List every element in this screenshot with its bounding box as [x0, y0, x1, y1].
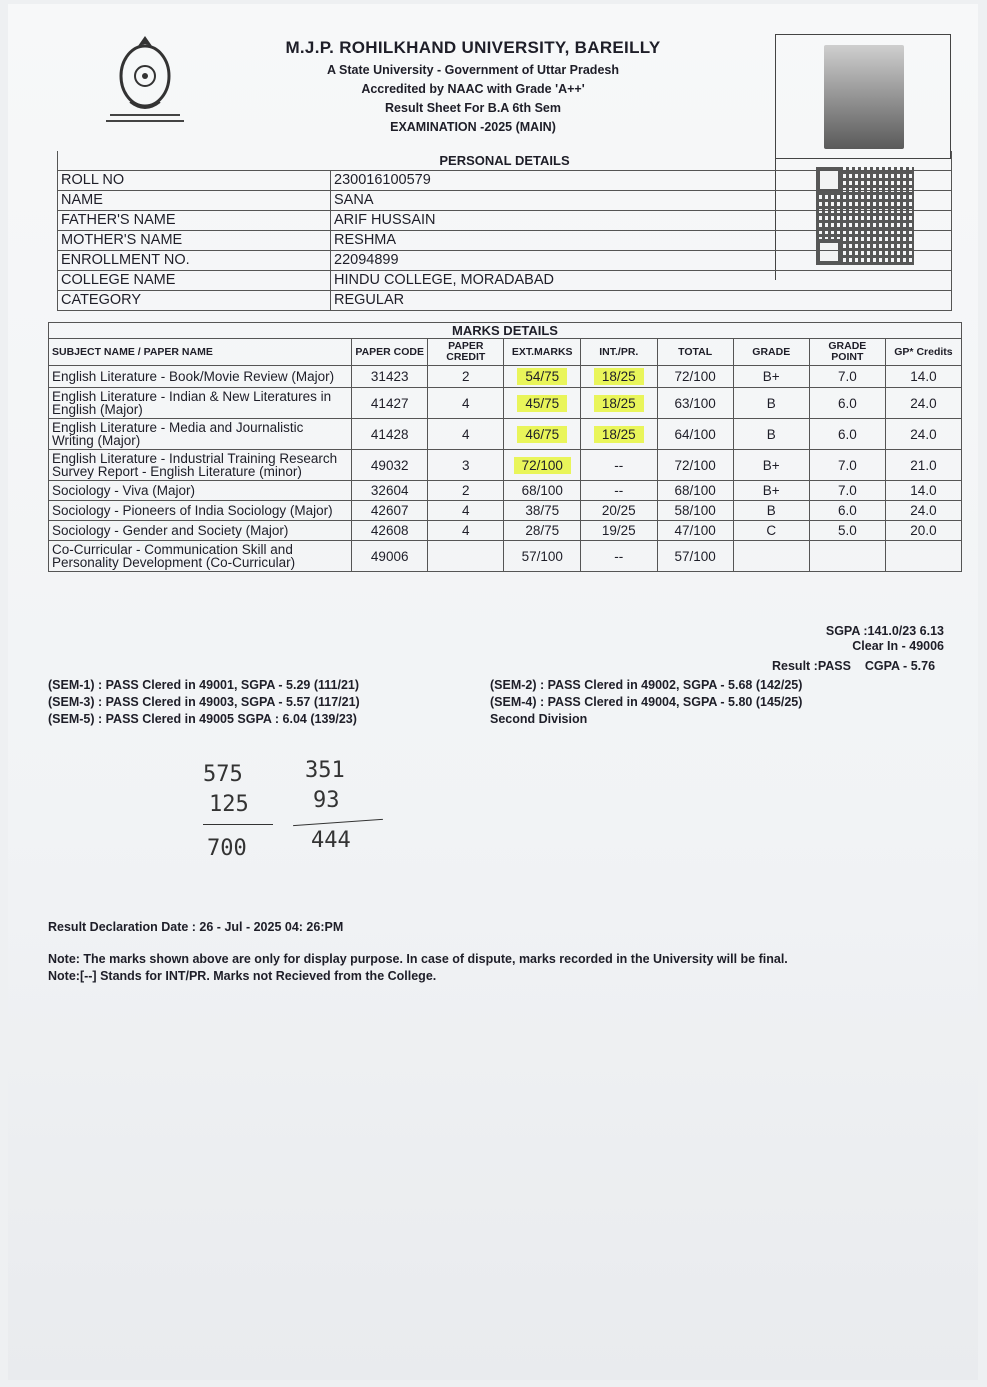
paper-code-cell: 42607 — [352, 501, 428, 521]
gp-credits-cell: 14.0 — [885, 481, 961, 501]
ext-marks-cell: 38/75 — [504, 501, 581, 521]
gp-credits-cell: 24.0 — [885, 388, 961, 419]
hand-num: 575 — [203, 762, 243, 787]
paper-credit-cell: 4 — [428, 419, 504, 450]
result-line — [772, 659, 935, 673]
hand-underline — [203, 824, 273, 825]
int-pr-cell — [581, 419, 657, 450]
label-category: CATEGORY — [58, 291, 331, 311]
clear-in: Clear In - 49006 — [852, 639, 944, 653]
ext-marks-cell: 28/75 — [504, 521, 581, 541]
header-paper-code: PAPER CODE — [352, 339, 428, 366]
grade-cell — [733, 541, 809, 572]
personal-details-table — [57, 151, 952, 311]
marks-row — [49, 541, 962, 572]
paper-credit-cell: 2 — [428, 366, 504, 388]
grade-cell: C — [733, 521, 809, 541]
paper-code-cell: 41427 — [352, 388, 428, 419]
label-roll-no: ROLL NO — [58, 171, 331, 191]
marks-row — [49, 366, 962, 388]
paper-credit-cell: 4 — [428, 388, 504, 419]
grade-point-cell: 6.0 — [809, 388, 885, 419]
marks-row — [49, 481, 962, 501]
grade-cell: B+ — [733, 366, 809, 388]
header-subject: SUBJECT NAME / PAPER NAME — [49, 339, 352, 366]
paper-code-cell: 42608 — [352, 521, 428, 541]
grade-point-cell: 7.0 — [809, 450, 885, 481]
division: Second Division — [490, 712, 588, 726]
subject-cell: Sociology - Viva (Major) — [49, 481, 352, 501]
int-pr-cell — [581, 388, 657, 419]
marks-row — [49, 521, 962, 541]
personal-row — [58, 191, 952, 211]
marks-body — [49, 366, 962, 572]
ext-marks-cell — [504, 366, 581, 388]
header-ext-marks: EXT.MARKS — [504, 339, 581, 366]
label-enrollment-no: ENROLLMENT NO. — [58, 251, 331, 271]
subject-cell: English Literature - Indian & New Literatures in English (Major) — [49, 388, 352, 419]
header-total: TOTAL — [657, 339, 733, 366]
subject-cell: English Literature - Book/Movie Review (Major) — [49, 366, 352, 388]
university-subtitle: A State University - Government of Uttar Pradesh — [327, 63, 619, 77]
ext-marks-cell: 68/100 — [504, 481, 581, 501]
sem-3-result: (SEM-3) : PASS Clered in 49003, SGPA - 5.57 (117/21) — [48, 695, 360, 709]
highlighted-mark: 45/75 — [517, 395, 567, 412]
personal-row — [58, 291, 952, 311]
personal-row — [58, 271, 952, 291]
grade-cell: B — [733, 501, 809, 521]
highlighted-mark: 72/100 — [514, 457, 571, 474]
gp-credits-cell: 20.0 — [885, 521, 961, 541]
total-cell: 58/100 — [657, 501, 733, 521]
semester-results-right — [490, 677, 802, 728]
int-pr-cell: -- — [581, 541, 657, 572]
grade-point-cell: 5.0 — [809, 521, 885, 541]
highlighted-mark: 18/25 — [594, 395, 644, 412]
grade-point-cell: 7.0 — [809, 481, 885, 501]
university-name: M.J.P. ROHILKHAND UNIVERSITY, BAREILLY — [285, 38, 661, 57]
marks-details-table — [48, 322, 962, 572]
gp-credits-cell: 21.0 — [885, 450, 961, 481]
note-display-purpose: Note: The marks shown above are only for display purpose. In case of dispute, marks recorded in the University will be final. — [48, 952, 788, 966]
header-grade: GRADE — [733, 339, 809, 366]
hand-underline — [293, 819, 383, 826]
subject-cell: English Literature - Media and Journalistic Writing (Major) — [49, 419, 352, 450]
highlighted-mark: 18/25 — [594, 368, 644, 385]
personal-row — [58, 171, 952, 191]
handwritten-calculation — [203, 756, 393, 866]
total-cell: 64/100 — [657, 419, 733, 450]
result-declaration-date: Result Declaration Date : 26 - Jul - 2025 04: 26:PM — [48, 920, 344, 934]
value-college-name: HINDU COLLEGE, MORADABAD — [331, 271, 952, 291]
semester-results-left — [48, 677, 360, 728]
int-pr-cell: -- — [581, 450, 657, 481]
gp-credits-cell: 14.0 — [885, 366, 961, 388]
value-category: REGULAR — [331, 291, 952, 311]
sem-2-result: (SEM-2) : PASS Clered in 49002, SGPA - 5.68 (142/25) — [490, 678, 803, 692]
grade-point-cell: 6.0 — [809, 419, 885, 450]
value-father-name: ARIF HUSSAIN — [331, 211, 952, 231]
paper-credit-cell: 3 — [428, 450, 504, 481]
gp-credits-cell — [885, 541, 961, 572]
total-cell: 72/100 — [657, 366, 733, 388]
sem-4-result: (SEM-4) : PASS Clered in 49004, SGPA - 5.80 (145/25) — [490, 695, 803, 709]
examination-title: EXAMINATION -2025 (MAIN) — [390, 120, 556, 134]
grade-cell: B — [733, 388, 809, 419]
photo-frame — [775, 34, 951, 159]
university-header — [238, 38, 708, 134]
header-gp-credits: GP* Credits — [885, 339, 961, 366]
value-name: SANA — [331, 191, 952, 211]
ext-marks-cell: 57/100 — [504, 541, 581, 572]
note-int-pr: Note:[--] Stands for INT/PR. Marks not Recieved from the College. — [48, 969, 437, 983]
student-photo — [824, 45, 904, 149]
gp-credits-cell: 24.0 — [885, 501, 961, 521]
header-grade-point: GRADE POINT — [809, 339, 885, 366]
total-cell: 72/100 — [657, 450, 733, 481]
grade-cell: B — [733, 419, 809, 450]
total-cell: 47/100 — [657, 521, 733, 541]
notes — [48, 951, 788, 985]
int-pr-cell: 20/25 — [581, 501, 657, 521]
personal-row — [58, 211, 952, 231]
hand-num: 93 — [313, 788, 340, 813]
label-mother-name: MOTHER'S NAME — [58, 231, 331, 251]
paper-credit-cell: 4 — [428, 501, 504, 521]
int-pr-cell: 19/25 — [581, 521, 657, 541]
hand-num: 700 — [207, 836, 247, 861]
result-status: Result :PASS — [772, 659, 851, 673]
highlighted-mark: 54/75 — [517, 368, 567, 385]
ext-marks-cell — [504, 419, 581, 450]
paper-credit-cell — [428, 541, 504, 572]
int-pr-cell: -- — [581, 481, 657, 501]
personal-row — [58, 231, 952, 251]
header-paper-credit: PAPER CREDIT — [428, 339, 504, 366]
value-mother-name: RESHMA — [331, 231, 952, 251]
personal-details-title: PERSONAL DETAILS — [58, 151, 952, 171]
total-cell: 63/100 — [657, 388, 733, 419]
hand-num: 351 — [305, 758, 345, 783]
subject-cell: Sociology - Pioneers of India Sociology (Major) — [49, 501, 352, 521]
value-enrollment-no: 22094899 — [331, 251, 952, 271]
hand-num: 444 — [311, 828, 351, 853]
result-sheet-title: Result Sheet For B.A 6th Sem — [385, 101, 561, 115]
value-roll-no: 230016100579 — [331, 171, 952, 191]
grade-cell: B+ — [733, 481, 809, 501]
marks-header-row — [49, 339, 962, 366]
total-cell: 68/100 — [657, 481, 733, 501]
accreditation-line: Accredited by NAAC with Grade 'A++' — [361, 82, 585, 96]
paper-credit-cell: 4 — [428, 521, 504, 541]
paper-code-cell: 32604 — [352, 481, 428, 501]
subject-cell: English Literature - Industrial Training Research Survey Report - English Literature (minor) — [49, 450, 352, 481]
grade-cell: B+ — [733, 450, 809, 481]
sgpa-summary — [826, 624, 944, 654]
total-cell: 57/100 — [657, 541, 733, 572]
ext-marks-cell — [504, 388, 581, 419]
gp-credits-cell: 24.0 — [885, 419, 961, 450]
label-college-name: COLLEGE NAME — [58, 271, 331, 291]
int-pr-cell — [581, 366, 657, 388]
paper-code-cell: 49032 — [352, 450, 428, 481]
label-father-name: FATHER'S NAME — [58, 211, 331, 231]
paper-code-cell: 49006 — [352, 541, 428, 572]
sem-1-result: (SEM-1) : PASS Clered in 49001, SGPA - 5.29 (111/21) — [48, 678, 360, 692]
subject-cell: Sociology - Gender and Society (Major) — [49, 521, 352, 541]
sgpa-value: SGPA :141.0/23 6.13 — [825, 624, 944, 638]
paper-code-cell: 41428 — [352, 419, 428, 450]
header-int-pr: INT./PR. — [581, 339, 657, 366]
subject-cell: Co-Curricular - Communication Skill and Personality Development (Co-Curricular) — [49, 541, 352, 572]
marks-row — [49, 450, 962, 481]
cgpa-value: CGPA - 5.76 — [864, 659, 936, 673]
ext-marks-cell — [504, 450, 581, 481]
result-sheet — [8, 4, 978, 1380]
marks-row — [49, 388, 962, 419]
paper-credit-cell: 2 — [428, 481, 504, 501]
marks-row — [49, 419, 962, 450]
hand-num: 125 — [209, 792, 249, 817]
grade-point-cell: 7.0 — [809, 366, 885, 388]
grade-point-cell: 6.0 — [809, 501, 885, 521]
highlighted-mark: 18/25 — [594, 426, 644, 443]
university-logo — [100, 32, 190, 127]
marks-details-title: MARKS DETAILS — [49, 323, 962, 339]
grade-point-cell — [809, 541, 885, 572]
label-name: NAME — [58, 191, 331, 211]
paper-code-cell: 31423 — [352, 366, 428, 388]
highlighted-mark: 46/75 — [517, 426, 567, 443]
marks-row — [49, 501, 962, 521]
sem-5-result: (SEM-5) : PASS Clered in 49005 SGPA : 6.04 (139/23) — [48, 712, 357, 726]
personal-row — [58, 251, 952, 271]
